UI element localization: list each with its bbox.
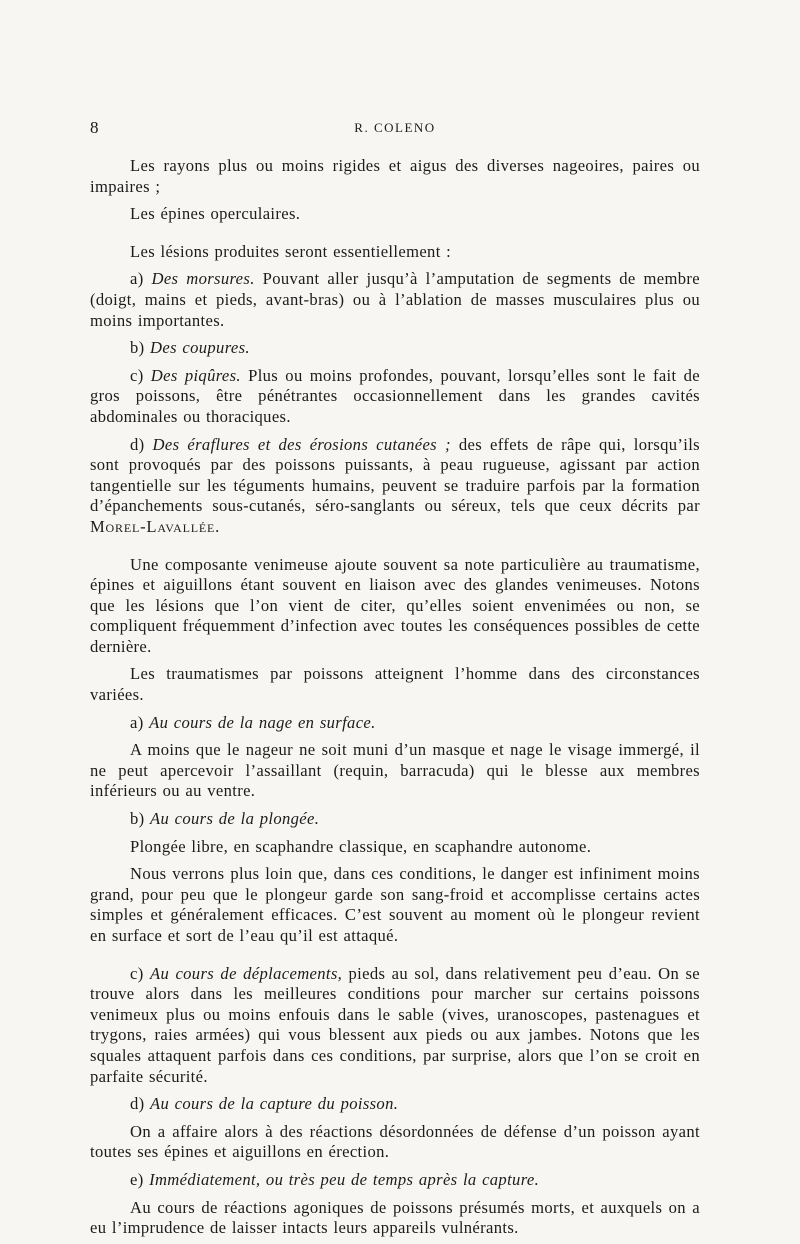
italic-heading: Des éraflures et des érosions cutanées ; [152, 434, 451, 454]
paragraph [90, 269, 700, 331]
paragraph [90, 338, 700, 359]
paragraph [90, 156, 700, 197]
italic-heading: Au cours de la capture du poisson. [150, 1094, 399, 1114]
paragraph [90, 1198, 700, 1239]
italic-heading: Des morsures. [151, 269, 255, 289]
text-run: d) [130, 434, 153, 454]
italic-heading: Au cours de la nage en surface. [149, 712, 376, 732]
text-run: pieds au sol, dans relativement peu d’eau. On se trouve alors dans les meilleures conditions pour marcher sur certains poissons venimeux plus ou moins enfouis dans le sable (vives, uranoscopes, pastenagues et trygons, raies armées) qui vous blessent aux pieds ou aux jambes. Notons que les squales attaquent parfois dans ces conditions, par surprise, alors que l’on se croit en parfaite sécurité. [90, 963, 701, 1086]
italic-heading: Au cours de déplacements, [149, 963, 343, 983]
author-name: Morel-Lavallée [90, 516, 216, 536]
paragraph [90, 1170, 700, 1191]
paragraph [90, 713, 700, 734]
paragraph [90, 435, 700, 538]
paragraph [90, 809, 700, 830]
running-head: R. COLENO [354, 120, 436, 135]
text-run: Les épines operculaires. [130, 204, 301, 224]
text-run: b) [130, 809, 151, 829]
text-run: c) [130, 365, 151, 385]
text-run: a) [130, 712, 150, 732]
paragraph [90, 740, 700, 802]
italic-heading: Des piqûres. [150, 365, 241, 385]
paragraph [90, 1094, 700, 1115]
page-header [90, 118, 700, 142]
text-run: Plongée libre, en scaphandre classique, en scaphandre autonome. [130, 836, 592, 856]
paragraph [90, 664, 700, 705]
paragraph [90, 555, 700, 658]
italic-heading: Immédiatement, ou très peu de temps après la capture. [149, 1169, 540, 1189]
page-number: 8 [90, 118, 99, 137]
text-run: Pouvant aller jusqu’à l’amputation de segments de membre (doigt, mains et pieds, avant-bras) ou à l’ablation de masses musculaires plus ou moins importantes. [90, 269, 701, 330]
text-run: Au cours de réactions agoniques de poissons présumés morts, et auxquels on a eu l’imprudence de laisser intacts leurs appareils vulnérants. [90, 1197, 700, 1238]
paragraph [90, 837, 700, 858]
text-run: A moins que le nageur ne soit muni d’un masque et nage le visage immergé, il ne peut apercevoir l’assaillant (requin, barracuda) qui le blesse aux membres inférieurs ou au ventre. [90, 740, 700, 801]
paragraph [90, 242, 700, 263]
text-run: On a affaire alors à des réactions désordonnées de défense d’un poisson ayant toutes ses épines et aiguillons en érection. [90, 1121, 700, 1162]
italic-heading: Des coupures. [150, 338, 250, 358]
paragraph [90, 366, 700, 428]
text-run: Une composante venimeuse ajoute souvent sa note particulière au traumatisme, épines et aiguillons étant souvent en liaison avec des glandes venimeuses. Notons que les lésions que l’on vient de citer, qu’elles soient envenimées ou non, se compliquent fréquemment d’infection avec toutes les conséquences possibles de cette dernière. [90, 554, 700, 656]
text-run: Nous verrons plus loin que, dans ces conditions, le danger est infiniment moins grand, pour peu que le plongeur garde son sang-froid et accomplisse certains actes simples et généralement efficaces. C’est souvent au moment où le plongeur revient en surface et sort de l’eau qu’il est attaqué. [90, 864, 700, 945]
text-run: d) [130, 1094, 151, 1114]
paragraph [90, 864, 700, 946]
text-run: b) [130, 338, 151, 358]
paragraph [90, 1122, 700, 1163]
body-text [90, 156, 700, 1239]
text-run: . [215, 516, 220, 536]
text-run: e) [130, 1169, 150, 1189]
text-run: Plus ou moins profondes, pouvant, lorsqu’elles sont le fait de gros poissons, être pénétrantes occasionnellement dans les grandes cavités abdominales ou thoraciques. [90, 365, 701, 426]
paragraph [90, 204, 700, 225]
italic-heading: Au cours de la plongée. [150, 809, 320, 829]
paragraph [90, 964, 700, 1088]
text-run: des effets de râpe qui, lorsqu’ils sont provoqués par des poissons puissants, à peau rugueuse, agissant par action tangentielle sur les téguments humains, peuvent se traduire parfois par la formation d’épanchements sous-cutanés, séro-sanglants ou séreux, tels que ceux décrits par [90, 434, 700, 516]
text-run: Les lésions produites seront essentiellement : [130, 241, 452, 261]
text-run: c) [130, 963, 150, 983]
text-run: Les rayons plus ou moins rigides et aigus des diverses nageoires, paires ou impaires ; [90, 156, 700, 196]
text-run: Les traumatismes par poissons atteignent l’homme dans des circonstances variées. [90, 664, 700, 705]
text-run: a) [130, 269, 152, 289]
